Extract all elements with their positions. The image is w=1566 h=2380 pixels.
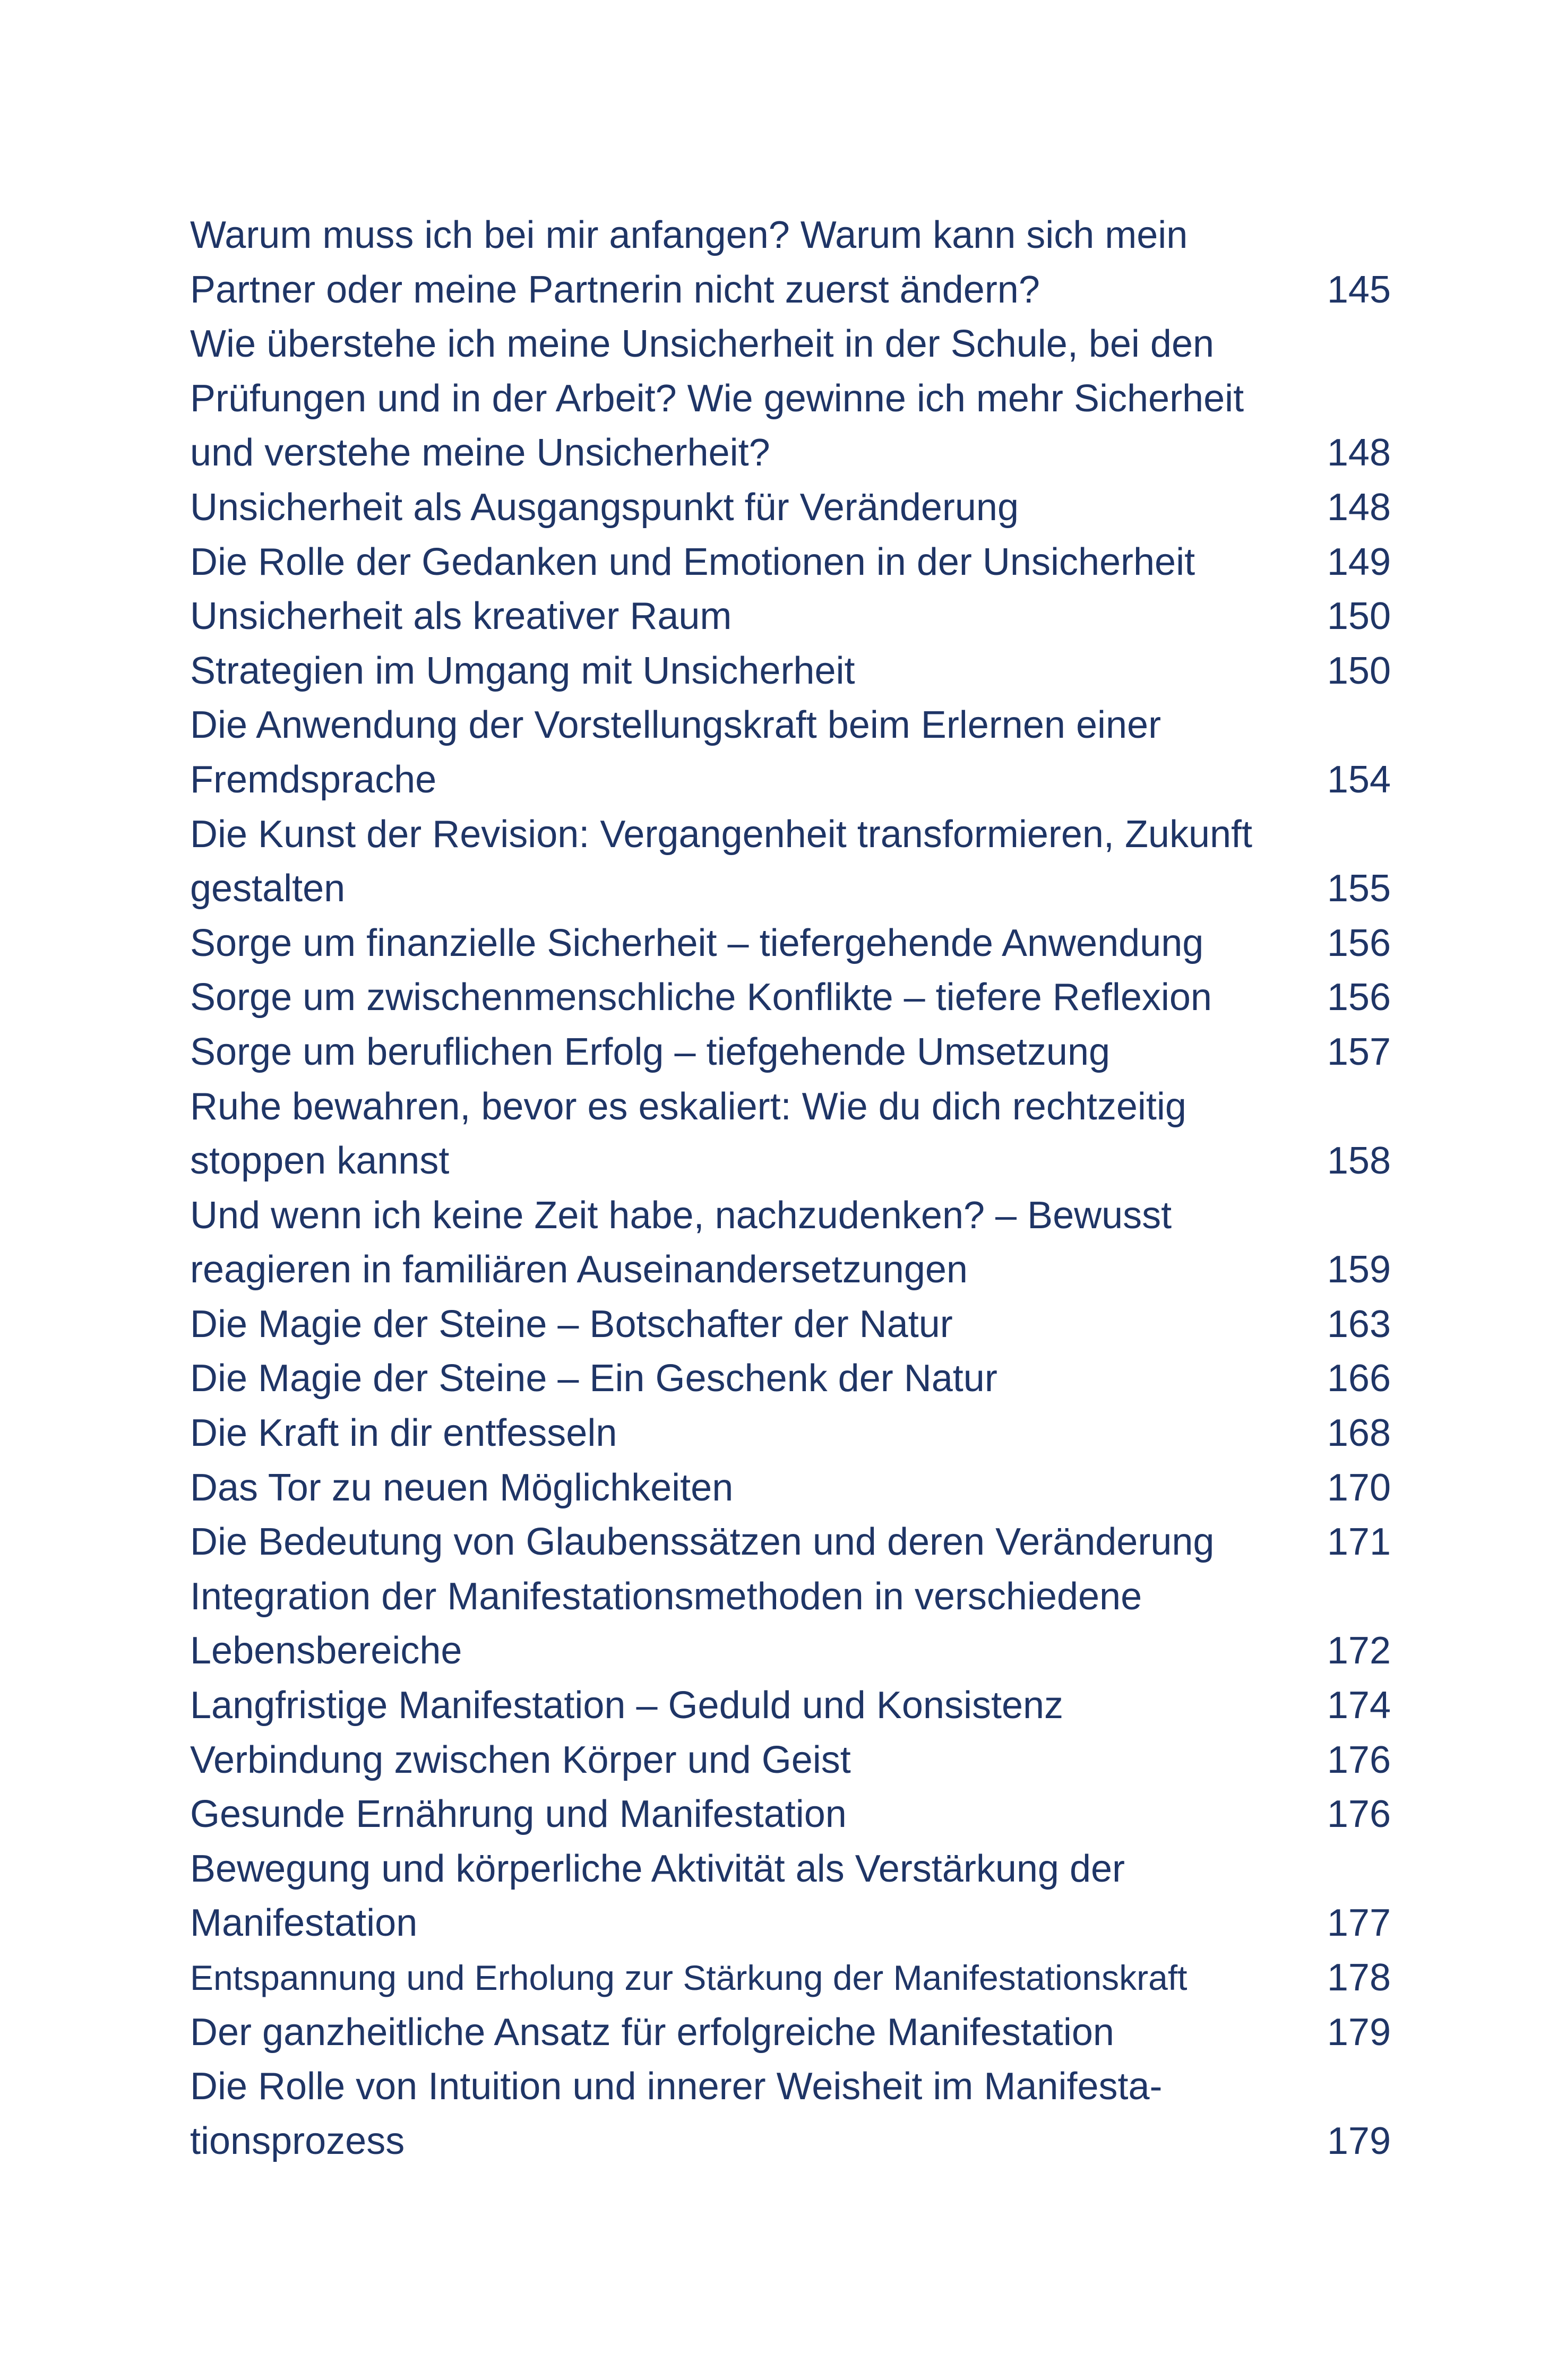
toc-entry-page: 150 (1327, 649, 1391, 692)
toc-entry (190, 1733, 1391, 1788)
toc-entry (190, 1188, 1391, 1297)
toc-entry-title: Unsicherheit als Ausgangspunkt für Veränderung (190, 486, 1019, 529)
toc-entry-page: 170 (1327, 1466, 1391, 1509)
toc-entry-title: Entspannung und Erholung zur Stärkung der Manifestationskraft (190, 1958, 1188, 1997)
toc-entry-title: Sorge um beruflichen Erfolg – tiefgehende Umsetzung (190, 1030, 1111, 1073)
toc-entry-title: Der ganzheitliche Ansatz für erfolgreiche Manifestation (190, 2011, 1114, 2054)
toc-entry (190, 1406, 1391, 1461)
table-of-contents (190, 208, 1391, 2168)
toc-entry-title: Verbindung zwischen Körper und Geist (190, 1738, 851, 1781)
toc-entry-page: 179 (1327, 2119, 1391, 2162)
toc-entry (190, 1351, 1391, 1406)
toc-entry (190, 1515, 1391, 1570)
toc-entry-title: Ruhe bewahren, bevor es eskaliert: Wie du dich rechtzeitig stoppen kannst (190, 1085, 1186, 1183)
toc-entry-page: 155 (1327, 867, 1391, 910)
toc-entry (190, 1842, 1391, 1951)
toc-entry-title: Gesunde Ernährung und Manifestation (190, 1793, 847, 1836)
toc-entry (190, 535, 1391, 590)
toc-entry-page: 148 (1327, 432, 1391, 475)
toc-entry-page: 163 (1327, 1303, 1391, 1346)
toc-entry (190, 2005, 1391, 2060)
toc-entry-page: 177 (1327, 1902, 1391, 1945)
toc-entry-title: Die Magie der Steine – Ein Geschenk der Natur (190, 1357, 997, 1400)
toc-entry-title: Die Magie der Steine – Botschafter der Natur (190, 1303, 953, 1346)
toc-entry-page: 156 (1327, 921, 1391, 964)
toc-entry-page: 174 (1327, 1684, 1391, 1727)
toc-entry (190, 317, 1391, 480)
toc-entry-title: Die Bedeutung von Glaubenssätzen und deren Veränderung (190, 1521, 1215, 1564)
toc-entry (190, 644, 1391, 699)
toc-entry-page: 179 (1327, 2011, 1391, 2054)
toc-entry (190, 1570, 1391, 1678)
toc-entry (190, 1678, 1391, 1733)
toc-entry (190, 208, 1391, 317)
toc-entry-page: 158 (1327, 1140, 1391, 1183)
toc-entry-title: Sorge um finanzielle Sicherheit – tiefergehende Anwendung (190, 921, 1204, 964)
toc-entry-title: Die Rolle von Intuition und innerer Weisheit im Manifesta- tionsprozess (190, 2065, 1163, 2162)
toc-entry-title: Und wenn ich keine Zeit habe, nachzudenken? – Bewusst reagieren in familiären Auseinandersetzungen (190, 1194, 1172, 1291)
toc-entry-title: Unsicherheit als kreativer Raum (190, 595, 732, 638)
toc-entry-page: 178 (1327, 1956, 1391, 1999)
toc-entry-page: 154 (1327, 758, 1391, 801)
toc-entry (190, 807, 1391, 916)
toc-entry (190, 1080, 1391, 1188)
toc-entry-page: 149 (1327, 540, 1391, 583)
toc-entry-page: 176 (1327, 1738, 1391, 1781)
toc-entry (190, 1787, 1391, 1842)
toc-entry-page: 166 (1327, 1357, 1391, 1400)
toc-entry-title: Integration der Manifestationsmethoden in verschiedene Lebensbereiche (190, 1575, 1142, 1672)
toc-entry-page: 145 (1327, 268, 1391, 311)
toc-entry (190, 2059, 1391, 2168)
toc-entry-title: Das Tor zu neuen Möglichkeiten (190, 1466, 734, 1509)
toc-entry (190, 970, 1391, 1025)
toc-entry-page: 176 (1327, 1793, 1391, 1836)
toc-entry-title: Sorge um zwischenmenschliche Konflikte – tiefere Reflexion (190, 976, 1212, 1019)
toc-entry-title: Die Kraft in dir entfesseln (190, 1412, 617, 1455)
toc-entry-page: 150 (1327, 595, 1391, 638)
toc-entry (190, 480, 1391, 535)
toc-entry (190, 1951, 1391, 2005)
toc-entry-title: Warum muss ich bei mir anfangen? Warum kann sich mein Partner oder meine Partnerin nicht zuerst ändern? (190, 214, 1188, 311)
toc-entry (190, 916, 1391, 971)
toc-entry-title: Langfristige Manifestation – Geduld und Konsistenz (190, 1684, 1064, 1727)
toc-entry (190, 1461, 1391, 1515)
toc-entry (190, 1025, 1391, 1080)
toc-entry (190, 589, 1391, 644)
toc-entry-title: Die Anwendung der Vorstellungskraft beim Erlernen einer Fremdsprache (190, 704, 1161, 801)
toc-entry-title: Die Rolle der Gedanken und Emotionen in der Unsicherheit (190, 540, 1195, 583)
toc-entry-page: 157 (1327, 1030, 1391, 1073)
toc-entry (190, 1297, 1391, 1352)
toc-entry-title: Die Kunst der Revision: Vergangenheit transformieren, Zukunft gestalten (190, 813, 1253, 910)
toc-entry-title: Wie überstehe ich meine Unsicherheit in der Schule, bei den Prüfungen und in der Arbeit? Wie gewinne ich mehr Sicherheit und verstehe meine Unsicherheit? (190, 323, 1244, 475)
toc-entry-page: 171 (1327, 1521, 1391, 1564)
toc-entry (190, 698, 1391, 807)
toc-entry-page: 159 (1327, 1248, 1391, 1291)
toc-entry-title: Strategien im Umgang mit Unsicherheit (190, 649, 855, 692)
toc-entry-page: 148 (1327, 486, 1391, 529)
toc-entry-page: 156 (1327, 976, 1391, 1019)
toc-entry-title: Bewegung und körperliche Aktivität als Verstärkung der Manifestation (190, 1847, 1125, 1945)
toc-entry-page: 172 (1327, 1629, 1391, 1672)
toc-entry-page: 168 (1327, 1412, 1391, 1455)
